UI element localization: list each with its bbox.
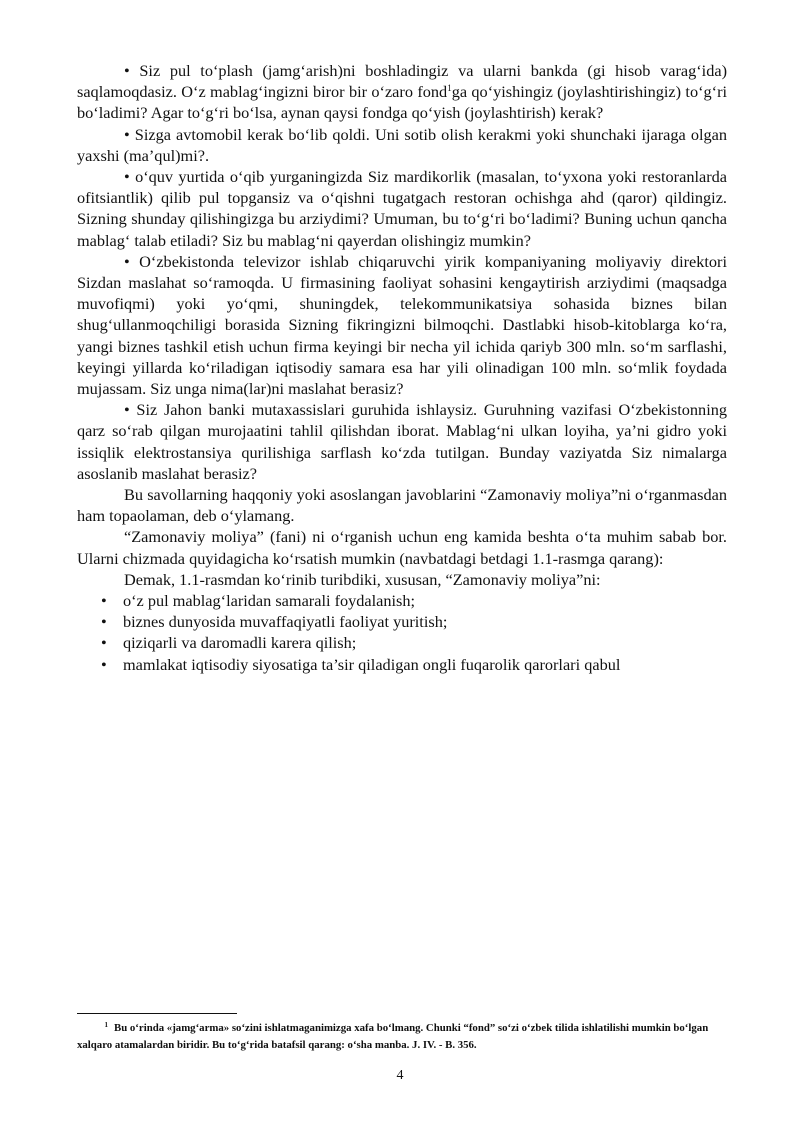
bullet-icon: • [101,633,107,653]
list-item-text: qiziqarli va daromadli karera qilish; [123,633,357,653]
bullet-icon: • [101,591,107,611]
paragraph-director-question: • O‘zbekistonda televizor ishlab chiqaruvchi yirik kompaniyaning moliyaviy direktori Sizdan maslahat so‘ramoqda. U firmasining faoliyat sohasini kengaytirish arziydimi (maqsadga muvofiqmi) yoki yo‘qmi, shuningdek, telekommunikatsiya sohasida biznes bilan shug‘ullanmoqchiligi borasida Sizning fikringizni bilmoqchi. Dastlabki hisob-kitoblarga ko‘ra, yangi biznes tashkil etish uchun firma keyingi bir necha yil ichida qariyb 300 mln. so‘m sarflashi, keyingi yillarda ko‘riladigan iqtisodiy samara esa har yili olinadigan 100 mln. so‘mlik foydada mujassam. Siz unga nima(lar)ni maslahat berasiz? [77,251,727,399]
list-item [77,590,727,611]
list-item [77,654,727,675]
paragraph-car-question: • Sizga avtomobil kerak bo‘lib qoldi. Uni sotib olish kerakmi yoki shunchaki ijaraga olgan yaxshi (ma’qul)mi?. [77,124,727,165]
paragraph-text: ga qo‘yishingiz (joylashtirishingiz) to‘g‘ri bo‘ladimi? Agar to‘g‘ri bo‘lsa, aynan qaysi fondga qo‘yish (joylashtirish) kerak? [77,82,728,123]
body-text [77,60,727,675]
paragraph-restaurant-question: • o‘quv yurtida o‘qib yurganingizda Siz mardikorlik (masalan, to‘yxona yoki restoranlarda ofitsiantlik) qilib pul topgansiz va o‘qishni tugatgach restoran ochishga ahd (qaror) qildingiz. Sizning shunday qilishingizga bu arziydimi? Umuman, bu to‘g‘ri bo‘ladimi? Buning uchun qancha mablag‘ talab etiladi? Siz bu mablag‘ni qayerdan olishingiz mumkin? [77,167,727,250]
list-item [77,611,727,632]
footnote: 1 Bu o‘rinda «jamg‘arma» so‘zini ishlatmaganimizga xafa bo‘lmang. Chunki “fond” so‘zi o‘zbek tilida ishlatilishi mumkin bo‘lgan xalqaro atamalardan biridir. Bu to‘g‘rida batafsil qarang: o‘sha manba. J. IV. - B. 356. [77,1021,709,1051]
list-item [77,632,727,653]
footnote-reference: 1 [447,83,452,94]
bullet-icon: • [101,654,107,674]
list-item-text: o‘z pul mablag‘laridan samarali foydalanish; [123,591,416,611]
paragraph-answers-note: Bu savollarning haqqoniy yoki asoslangan javoblarini “Zamonaviy moliya”ni o‘rganmasdan ham topaolaman, deb o‘ylamang. [77,485,727,526]
reasons-list [77,590,727,675]
list-item-text: biznes dunyosida muvaffaqiyatli faoliyat yuritish; [123,612,448,632]
footnote-text: Bu o‘rinda «jamg‘arma» so‘zini ishlatmaganimizga xafa bo‘lmang. Chunki “fond” so‘zi o‘zbek tilida ishlatilishi mumkin bo‘lgan xalqaro atamalardan biridir. Bu to‘g‘rida batafsil qarang: o‘sha manba. J. IV. - B. 356. [77,1022,709,1051]
paragraph-world-bank-question: • Siz Jahon banki mutaxassislari guruhida ishlaysiz. Guruhning vazifasi O‘zbekistonning qarz so‘rab qilgan murojaatini tahlil qilishdan iborat. Mablag‘ni ulkan loyiha, ya’ni gidro yoki issiqlik elektrostansiya qurilishiga sarflash ko‘zda tutilgan. Bunday vaziyatda Siz nimalarga asoslanib maslahat berasiz? [77,400,727,483]
footnote-separator [77,1013,237,1014]
list-item-text: mamlakat iqtisodiy siyosatiga ta’sir qiladigan ongli fuqarolik qarorlari qabul [123,654,621,674]
paragraph-savings-question [77,60,727,124]
bullet-icon: • [101,612,107,632]
paragraph-reasons-intro: “Zamonaviy moliya” (fani) ni o‘rganish uchun eng kamida beshta o‘ta muhim sabab bor. Ularni chizmada quyidagicha ko‘rsatish mumkin (navbatdagi betdagi 1.1-rasmga qarang): [77,527,727,568]
paragraph-conclusion-intro: Demak, 1.1-rasmdan ko‘rinib turibdiki, xususan, “Zamonaviy moliya”ni: [124,569,601,589]
page-number: 4 [396,1068,404,1083]
paragraph-text: • Siz pul to‘plash (jamg‘arish)ni boshladingiz va ularni bankda (gi hisob varag‘ida) saqlamoqdasiz. O‘z mablag‘ingizni biror bir o‘zaro fond [77,61,727,102]
